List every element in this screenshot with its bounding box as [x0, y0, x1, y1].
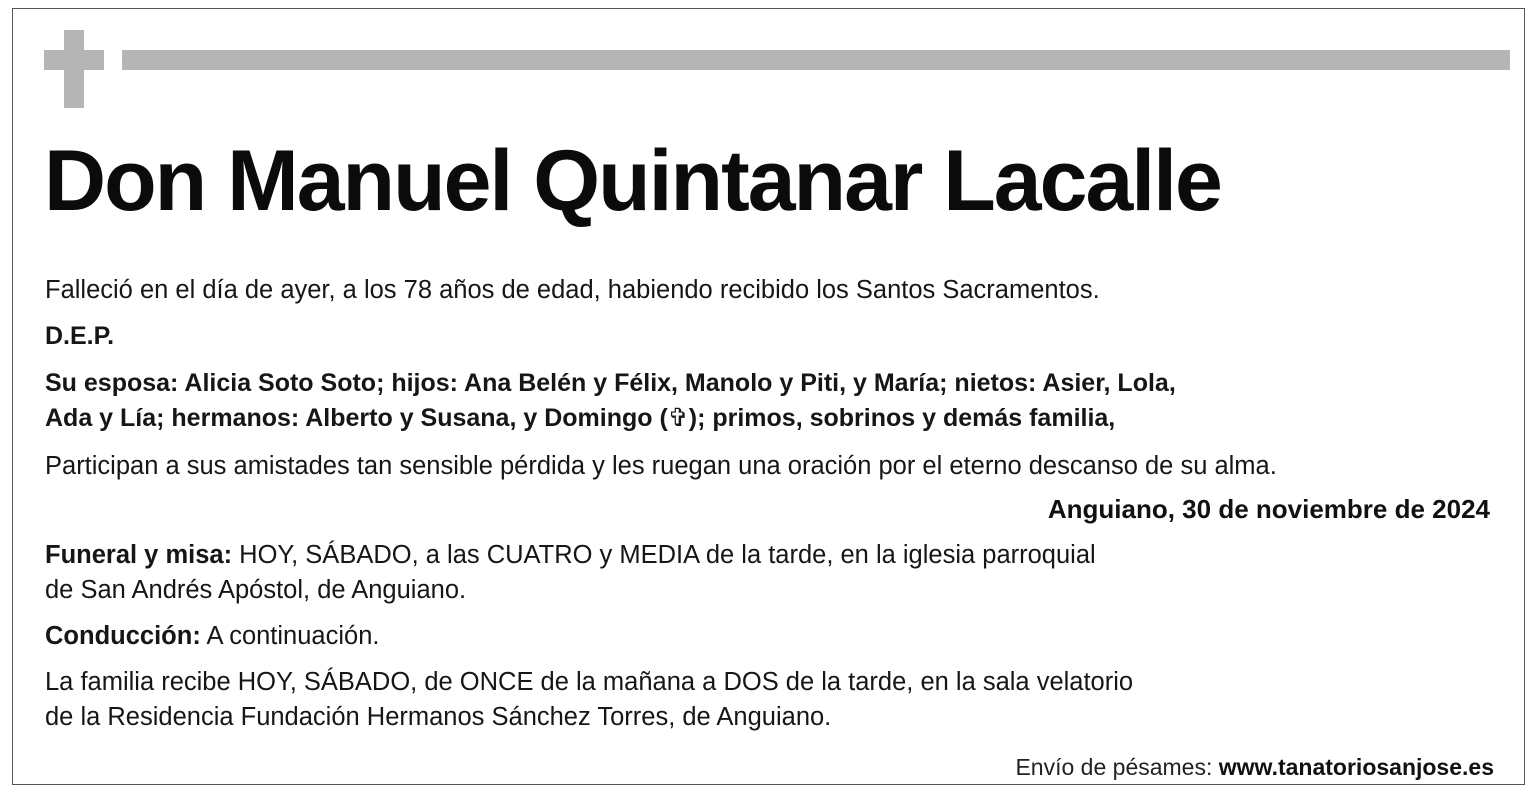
cross-horizontal-bar [44, 50, 104, 70]
funeral-line-2: de San Andrés Apóstol, de Anguiano. [45, 576, 467, 604]
death-notice: Falleció en el día de ayer, a los 78 años de edad, habiendo recibido los Santos Sacramentos. [45, 276, 1100, 304]
family-line-2 [45, 402, 1115, 435]
header-divider [122, 50, 1510, 70]
family-line-2-end: ); primos, sobrinos y demás familia, [688, 404, 1116, 432]
announcement: Participan a sus amistades tan sensible pérdida y les ruegan una oración por el eterno descanso de su alma. [45, 452, 1277, 480]
procession-text: A continuación. [200, 622, 380, 650]
wake-line-1: La familia recibe HOY, SÁBADO, de ONCE de la mañana a DOS de la tarde, en la sala velatorio [45, 668, 1134, 696]
procession-line [45, 620, 379, 653]
latin-cross-icon [44, 30, 104, 108]
rip-abbreviation: D.E.P. [45, 322, 115, 350]
funeral-line-1 [45, 539, 1096, 572]
place-and-date: Anguiano, 30 de noviembre de 2024 [1047, 494, 1490, 524]
condolences-label: Envío de pésames: [1015, 754, 1213, 780]
wake-line-2: de la Residencia Fundación Hermanos Sánchez Torres, de Anguiano. [45, 703, 832, 731]
procession-label: Conducción: [45, 622, 201, 650]
funeral-label: Funeral y misa: [45, 541, 233, 569]
condolences-url[interactable]: www.tanatoriosanjose.es [1218, 754, 1494, 780]
family-line-1: Su esposa: Alicia Soto Soto; hijos: Ana Belén y Félix, Manolo y Piti, y María; nietos: Asier, Lola, [45, 369, 1176, 397]
condolences-line [1015, 752, 1494, 782]
funeral-details: HOY, SÁBADO, a las CUATRO y MEDIA de la tarde, en la iglesia parroquial [232, 541, 1096, 569]
family-line-2-start: Ada y Lía; hermanos: Alberto y Susana, y Domingo ( [45, 404, 668, 432]
cross-icon: ✞ [667, 404, 689, 432]
deceased-name: Don Manuel Quintanar Lacalle [44, 133, 1221, 229]
